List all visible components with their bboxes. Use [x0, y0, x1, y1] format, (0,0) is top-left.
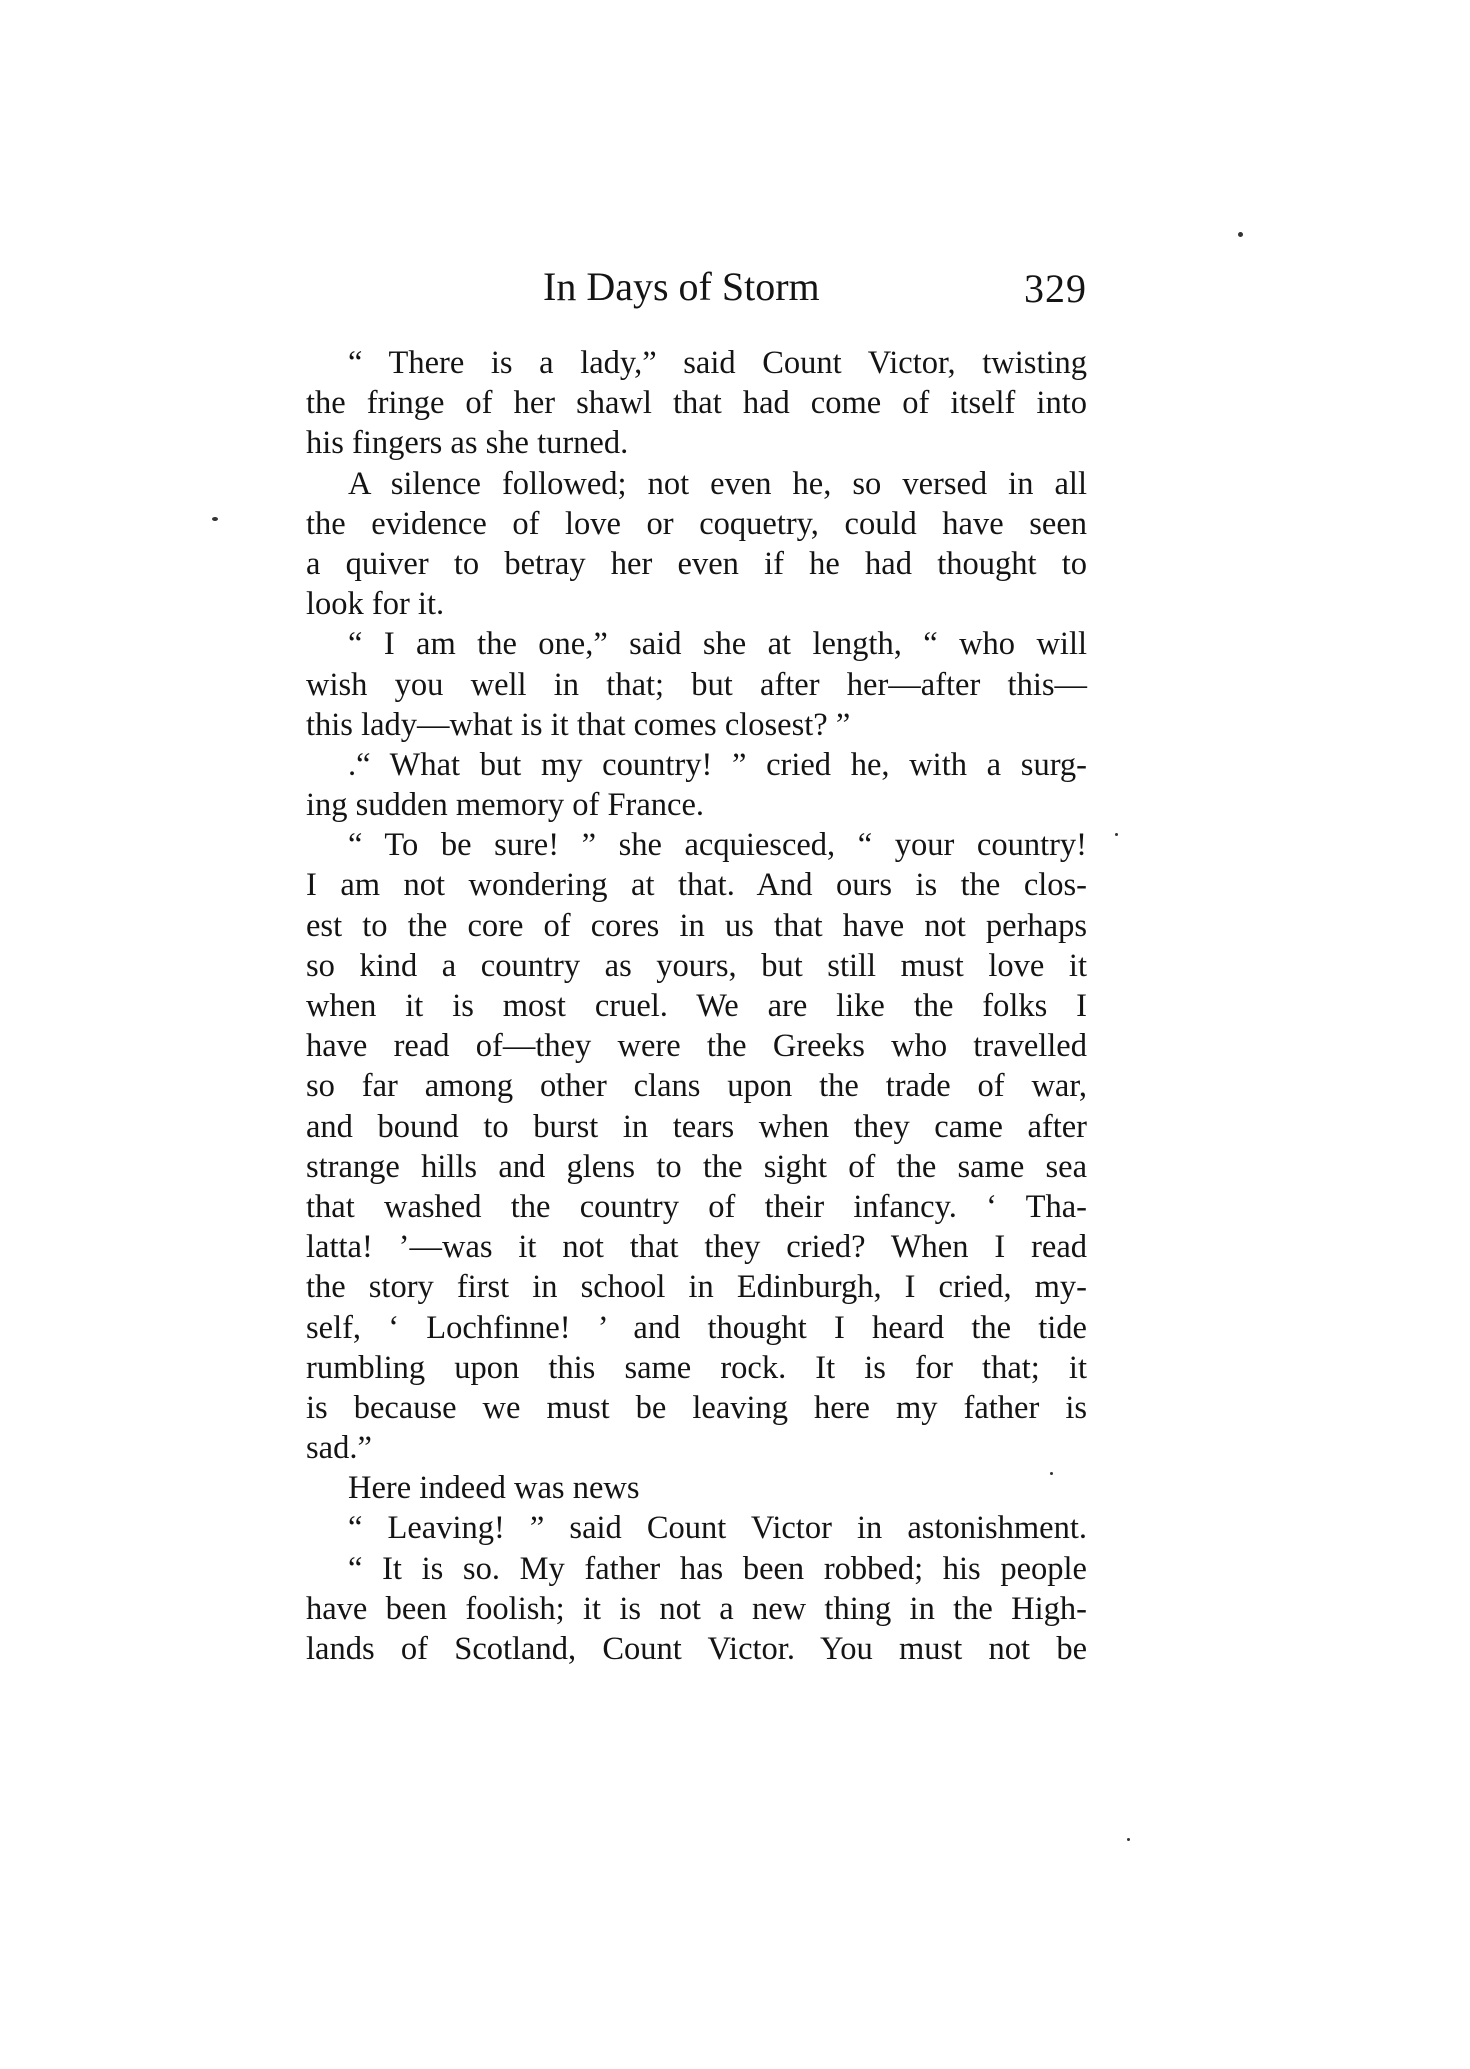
- text-line: est to the core of cores in us that have not perhaps: [306, 907, 1087, 944]
- running-title: In Days of Storm: [543, 264, 820, 309]
- running-header: [543, 262, 1087, 312]
- scan-speck: [1127, 1838, 1130, 1841]
- scan-speck: [1050, 1472, 1053, 1475]
- text-line: I am not wondering at that. And ours is the clos-: [306, 867, 1087, 904]
- text-line: the story first in school in Edinburgh, I cried, my-: [306, 1269, 1087, 1306]
- text-line: so kind a country as yours, but still must love it: [306, 947, 1087, 984]
- text-line: lands of Scotland, Count Victor. You must not be: [306, 1631, 1087, 1667]
- text-line: .“ What but my country! ” cried he, with a surg-: [348, 746, 1087, 783]
- text-line: the evidence of love or coquetry, could have seen: [306, 505, 1087, 542]
- text-line: “ I am the one,” said she at length, “ who will: [348, 626, 1087, 663]
- text-line: that washed the country of their infancy. ‘ Tha-: [306, 1188, 1087, 1225]
- text-line: have read of—they were the Greeks who travelled: [306, 1028, 1087, 1065]
- text-line: look for it.: [306, 586, 445, 623]
- text-line: “ To be sure! ” she acquiesced, “ your country!: [348, 827, 1087, 864]
- text-line: wish you well in that; but after her—after this—: [306, 666, 1087, 703]
- scan-speck: [1115, 833, 1118, 836]
- scan-speck: [212, 517, 218, 521]
- text-line: rumbling upon this same rock. It is for that; it: [306, 1349, 1087, 1386]
- text-line: a quiver to betray her even if he had thought to: [306, 545, 1087, 582]
- text-line: the fringe of her shawl that had come of itself into: [306, 385, 1087, 422]
- text-line: “ Leaving! ” said Count Victor in astonishment.: [348, 1510, 1087, 1547]
- text-line: A silence followed; not even he, so versed in all: [348, 465, 1087, 502]
- scan-speck: [1238, 232, 1243, 237]
- text-line: latta! ’—was it not that they cried? When I read: [306, 1229, 1087, 1266]
- text-line: Here indeed was news: [348, 1470, 640, 1507]
- text-line: “ There is a lady,” said Count Victor, twisting: [348, 345, 1087, 381]
- text-line: strange hills and glens to the sight of the same sea: [306, 1148, 1087, 1185]
- text-line: ing sudden memory of France.: [306, 787, 705, 824]
- text-line: his fingers as she turned.: [306, 425, 629, 462]
- text-line: self, ‘ Lochfinne! ’ and thought I heard the tide: [306, 1309, 1087, 1346]
- page-number: 329: [1024, 266, 1087, 311]
- text-line: when it is most cruel. We are like the folks I: [306, 988, 1087, 1024]
- text-line: sad.”: [306, 1430, 372, 1467]
- text-line: this lady—what is it that comes closest? ”: [306, 706, 851, 743]
- text-line: have been foolish; it is not a new thing in the High-: [306, 1590, 1087, 1627]
- body-text: [306, 343, 1087, 1669]
- text-line: is because we must be leaving here my father is: [306, 1389, 1087, 1426]
- text-line: “ It is so. My father has been robbed; his people: [348, 1550, 1087, 1587]
- text-line: so far among other clans upon the trade of war,: [306, 1068, 1087, 1105]
- text-line: and bound to burst in tears when they came after: [306, 1108, 1087, 1145]
